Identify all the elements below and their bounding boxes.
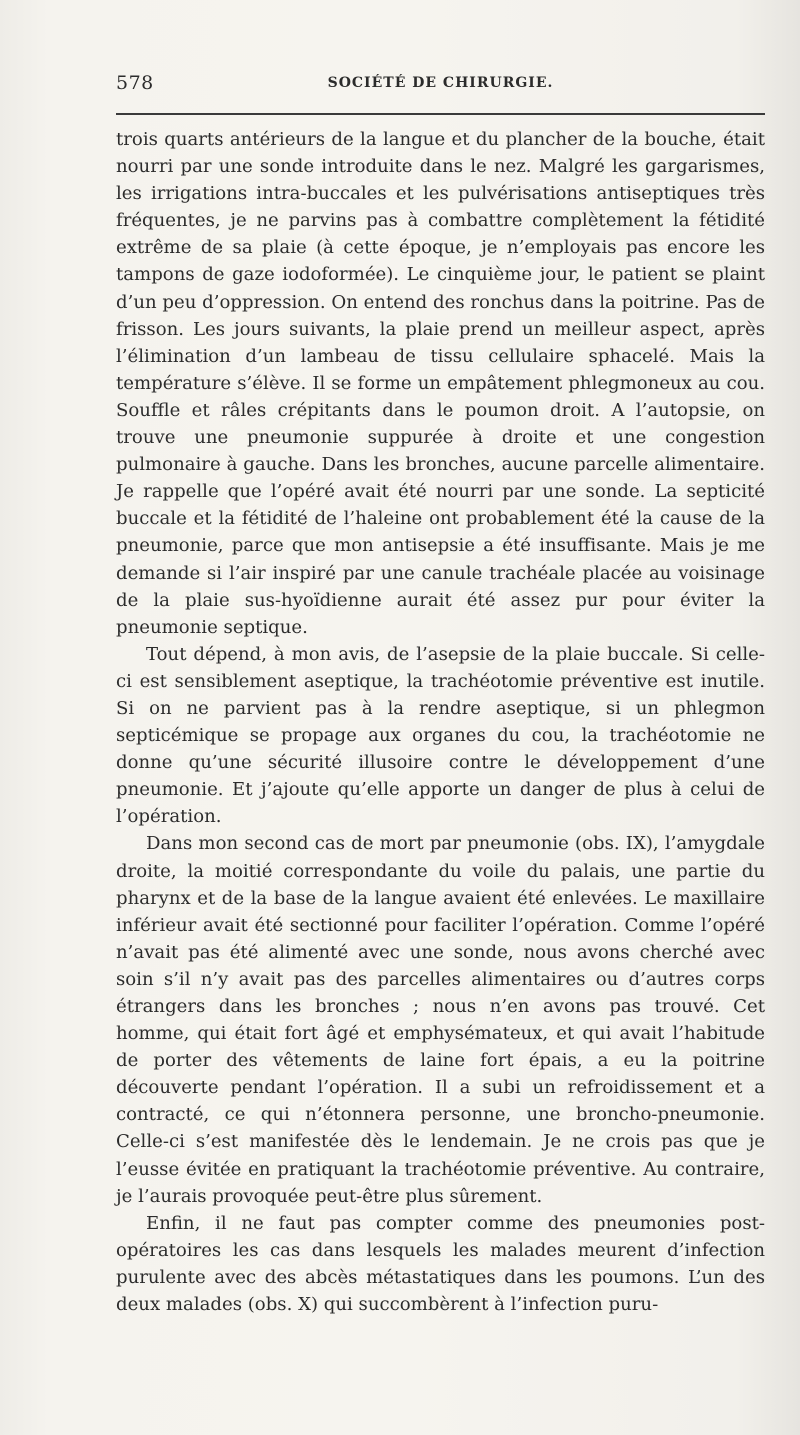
running-title: SOCIÉTÉ DE CHIRURGIE. — [327, 75, 554, 91]
paragraph-1: trois quarts antérieurs de la langue et du plancher de la bouche, était nourri par une sonde introduite dans le nez. Malgré les gargarismes, les irrigations intra-buccales et les pulvérisations antiseptiques très fréquentes, je ne parvins pas à combattre complètement la fétidité extrême de sa plaie (à cette époque, je n’employais pas encore les tampons de gaze iodoformée). Le cinquième jour, le patient se plaint d’un peu d’oppression. On entend des ronchus dans la poitrine. Pas de frisson. Les jours suivants, la plaie prend un meilleur aspect, après l’élimination d’un lambeau de tissu cellulaire sphacelé. Mais la température s’élève. Il se forme un empâtement phlegmoneux au cou. Souffle et râles crépitants dans le poumon droit. A l’autopsie, on trouve une pneumonie suppurée à droite et une congestion pulmonaire à gauche. Dans les bronches, aucune parcelle alimentaire. Je rappelle que l’opéré avait été nourri par une sonde. La septicité buccale et la fétidité de l’haleine ont probablement été la cause de la pneumonie, parce que mon antisepsie a été insuffisante. Mais je me demande si l’air inspiré par une canule trachéale placée au voisinage de la plaie sus-hyoïdienne aurait été assez pur pour éviter la pneumonie septique. — [116, 129, 765, 638]
paragraph-4: Enfin, il ne faut pas compter comme des pneumonies post-opératoires les cas dans lesquels les malades meurent d’infection purulente avec des abcès métastatiques dans les poumons. L’un des deux malades (obs. X) qui succombèrent à l’infection puru- — [116, 1212, 765, 1316]
page-header — [116, 72, 765, 102]
page-number: 578 — [116, 72, 154, 94]
body-text — [116, 126, 765, 1318]
paragraph-3: Dans mon second cas de mort par pneumonie (obs. IX), l’amygdale droite, la moitié correspondante du voile du palais, une partie du pharynx et de la base de la langue avaient été enlevées. Le maxillaire inférieur avait été sectionné pour faciliter l’opération. Comme l’opéré n’avait pas été alimenté avec une sonde, nous avons cherché avec soin s’il n’y avait pas des parcelles alimentaires ou d’autres corps étrangers dans les bronches ; nous n’en avons pas trouvé. Cet homme, qui était fort âgé et emphysémateux, et qui avait l’habitude de porter des vêtements de laine fort épais, a eu la poitrine découverte pendant l’opération. Il a subi un refroidissement et a contracté, ce qui n’étonnera personne, une broncho-pneumonie. Celle-ci s’est manifestée dès le lendemain. Je ne crois pas que je l’eusse évitée en pratiquant la trachéotomie préventive. Au contraire, je l’aurais provoquée peut-être plus sûrement. — [116, 833, 765, 1207]
paragraph-2: Tout dépend, à mon avis, de l’asepsie de la plaie buccale. Si celle-ci est sensiblement aseptique, la trachéotomie préventive est inutile. Si on ne parvient pas à la rendre aseptique, si un phlegmon septicémique se propage aux organes du cou, la trachéotomie ne donne qu’une sécurité illusoire contre le développement d’une pneumonie. Et j’ajoute qu’elle apporte un danger de plus à celui de l’opération. — [116, 643, 765, 828]
header-rule — [116, 113, 765, 115]
